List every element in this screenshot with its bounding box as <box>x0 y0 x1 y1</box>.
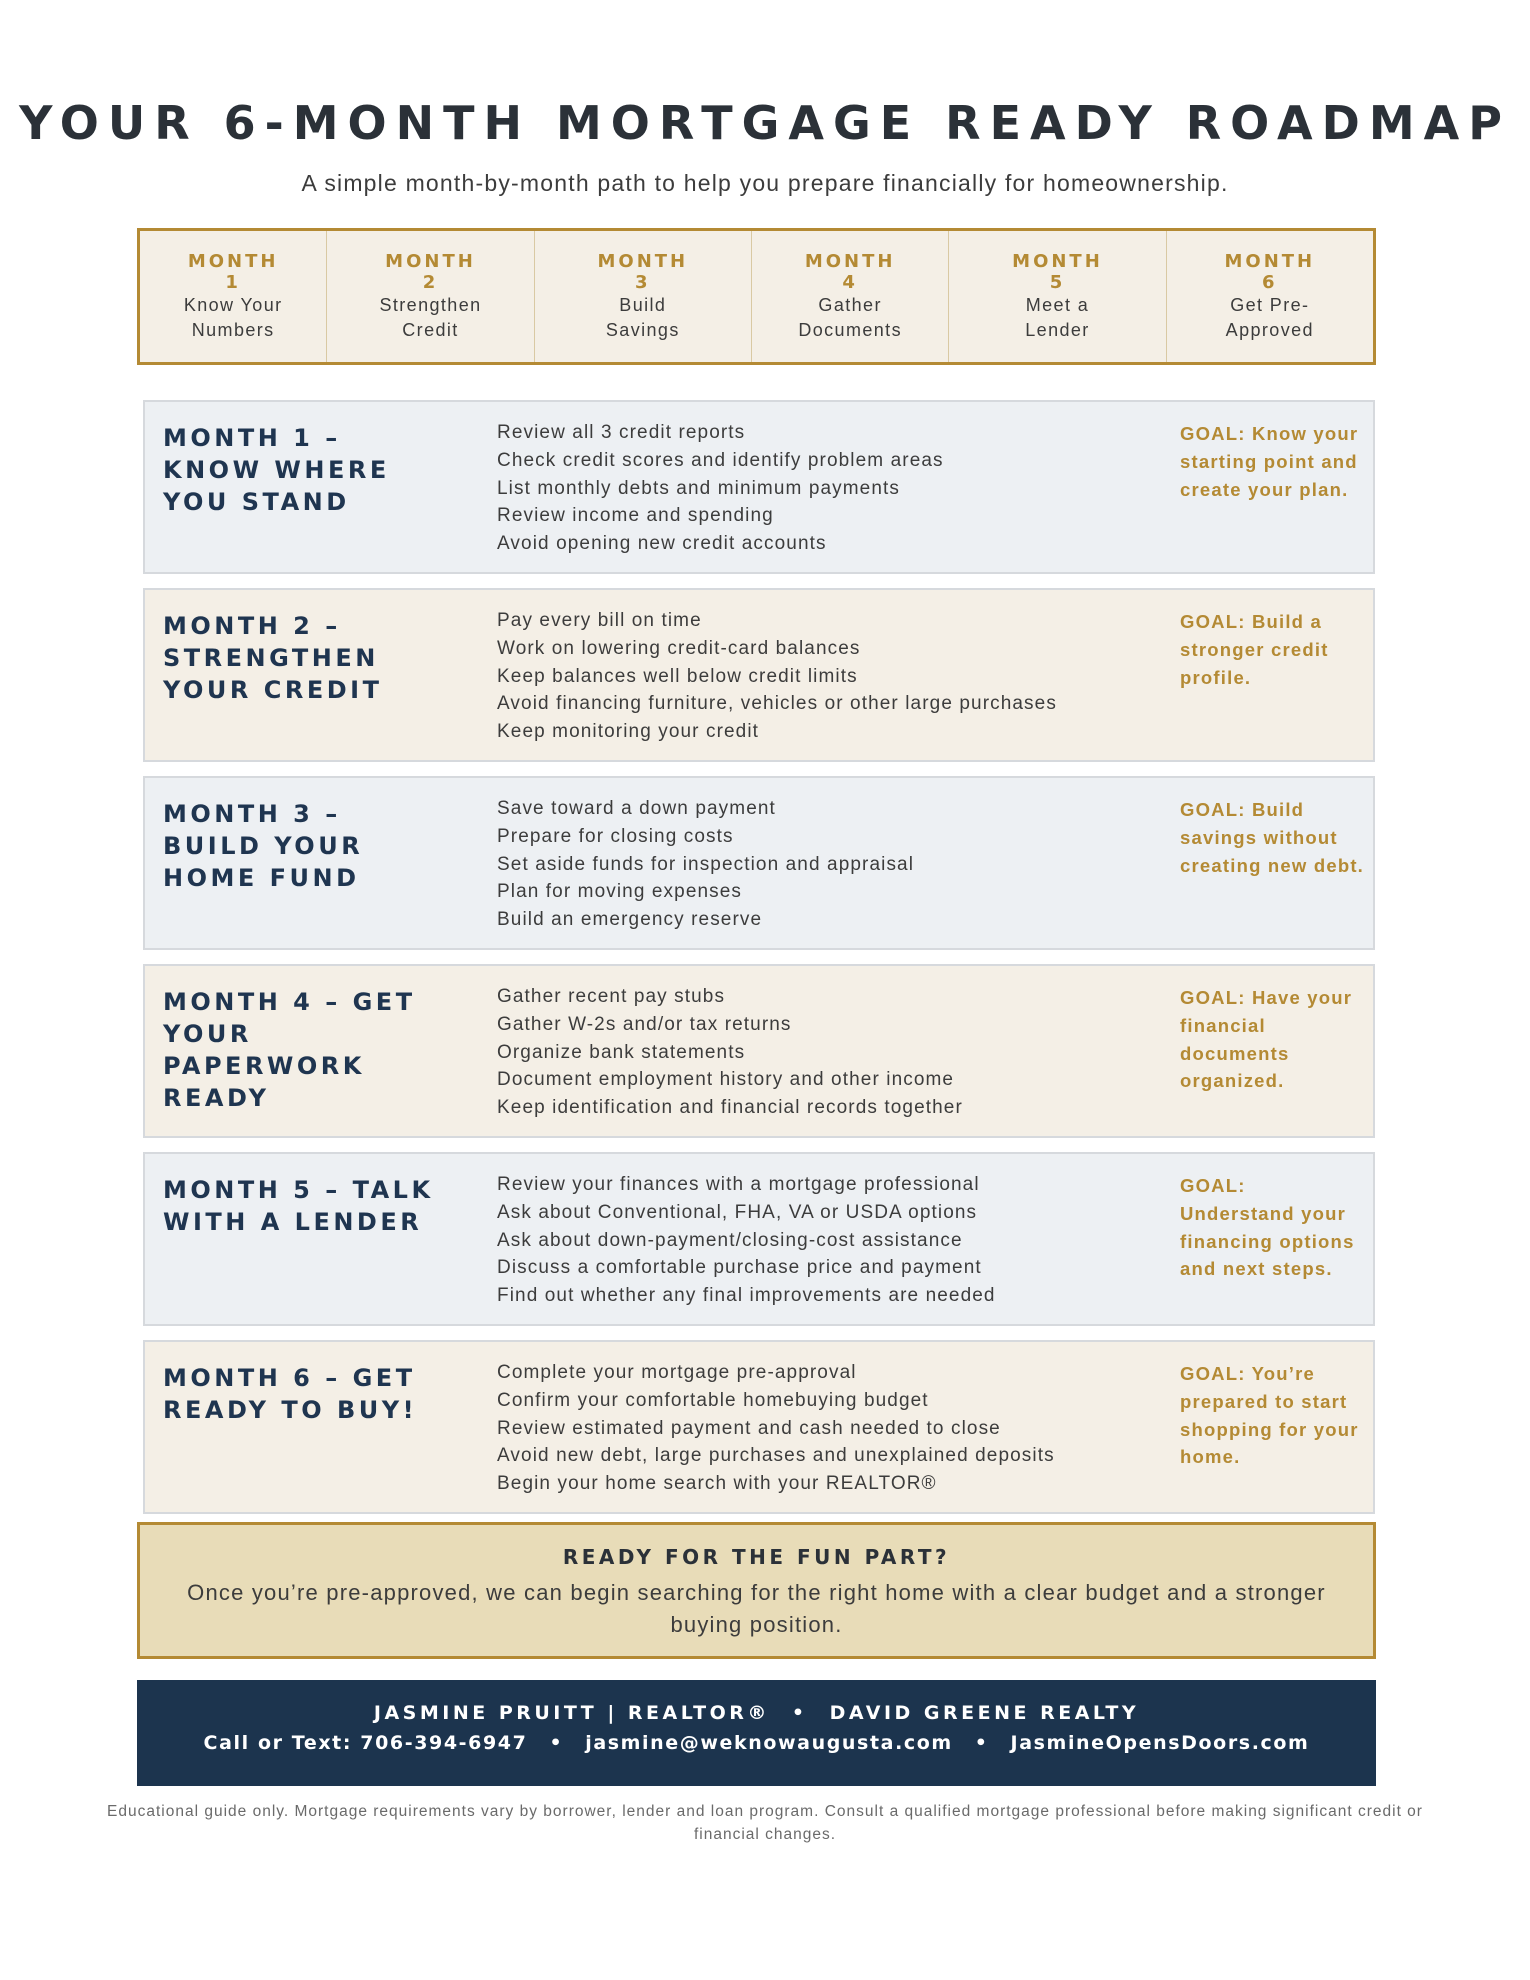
timeline-month-label: MONTH 3 <box>597 250 689 293</box>
task-list <box>497 1171 1117 1310</box>
month-card-title: MONTH 5 – TALK WITH A LENDER <box>163 1176 434 1236</box>
disclaimer: Educational guide only. Mortgage requirements vary by borrower, lender and loan program. Consult a qualified mortgage professional before making significant credit or financial changes. <box>107 1803 1423 1843</box>
task-item: Review your finances with a mortgage professional <box>497 1174 980 1195</box>
task-item: Review income and spending <box>497 505 774 527</box>
task-item: Confirm your comfortable homebuying budget <box>497 1389 929 1411</box>
website-link[interactable]: JasmineOpensDoors.com <box>1010 1732 1310 1754</box>
month-goal: GOAL: Build savings without creating new debt. <box>1180 799 1365 876</box>
task-item: Ask about Conventional, FHA, VA or USDA options <box>497 1201 978 1223</box>
task-item: Complete your mortgage pre-approval <box>497 1362 857 1383</box>
cta-body: Once you’re pre-approved, we can begin searching for the right home with a clear budget and a stronger buying position. <box>187 1580 1326 1637</box>
task-item: Gather W-2s and/or tax returns <box>497 1013 792 1035</box>
timeline-month-6 <box>1167 231 1373 362</box>
timeline-month-3 <box>535 231 752 362</box>
separator-dot: • <box>791 1702 808 1724</box>
task-item: Avoid new debt, large purchases and unexplained deposits <box>497 1445 1055 1467</box>
task-item: Save toward a down payment <box>497 798 776 819</box>
task-item: Begin your home search with your REALTOR® <box>497 1473 937 1495</box>
task-item: Check credit scores and identify problem areas <box>497 449 944 471</box>
cta-heading: READY FOR THE FUN PART? <box>562 1545 951 1569</box>
month-card-3 <box>143 776 1375 950</box>
task-list <box>497 983 1117 1122</box>
task-item: List monthly debts and minimum payments <box>497 477 900 499</box>
separator-dot: • <box>549 1732 564 1754</box>
timeline-step-label: Strengthen Credit <box>379 294 482 340</box>
page-subtitle: A simple month-by-month path to help you prepare financially for homeownership. <box>301 170 1229 196</box>
task-item: Work on lowering credit-card balances <box>497 637 861 659</box>
timeline-month-label: MONTH 2 <box>385 250 476 293</box>
page-title: YOUR 6-MONTH MORTGAGE READY ROADMAP <box>19 96 1511 150</box>
month-card-title: MONTH 1 – KNOW WHERE YOU STAND <box>163 424 390 516</box>
timeline-month-label: MONTH 6 <box>1224 250 1316 293</box>
task-item: Build an emergency reserve <box>497 909 763 931</box>
month-card-4 <box>143 964 1375 1138</box>
task-list <box>497 607 1117 746</box>
timeline-month-label: MONTH 1 <box>187 250 279 293</box>
month-card-title: MONTH 3 – BUILD YOUR HOME FUND <box>163 800 364 892</box>
cta-box <box>137 1522 1376 1659</box>
month-goal: GOAL: You’re prepared to start shopping for your home. <box>1180 1363 1359 1468</box>
month-goal: GOAL: Know your starting point and create your plan. <box>1180 423 1359 500</box>
task-item: Find out whether any final improvements are needed <box>497 1285 996 1307</box>
timeline-month-label: MONTH 5 <box>1012 250 1103 293</box>
month-goal: GOAL: Have your financial documents organized. <box>1180 987 1353 1092</box>
timeline-step-label: Meet a Lender <box>1025 294 1090 340</box>
task-item: Organize bank statements <box>497 1041 746 1063</box>
month-timeline <box>137 228 1376 365</box>
task-item: Gather recent pay stubs <box>497 986 726 1007</box>
timeline-step-label: Know Your Numbers <box>183 294 283 340</box>
month-card-title: MONTH 6 – GET READY TO BUY! <box>163 1364 418 1424</box>
month-card-1 <box>143 400 1375 574</box>
task-item: Pay every bill on time <box>497 610 702 631</box>
month-card-title: MONTH 4 – GET YOUR PAPERWORK READY <box>163 988 416 1112</box>
task-item: Review estimated payment and cash needed to close <box>497 1417 1001 1439</box>
task-item: Keep monitoring your credit <box>497 721 760 743</box>
contact-line <box>137 1732 1376 1754</box>
timeline-month-5 <box>949 231 1166 362</box>
contact-footer <box>137 1680 1376 1786</box>
month-card-2 <box>143 588 1375 762</box>
timeline-step-label: Get Pre-Approved <box>1225 294 1314 340</box>
timeline-step-label: Gather Documents <box>798 294 902 340</box>
brokerage-name: DAVID GREENE REALTY <box>829 1702 1140 1724</box>
task-item: Document employment history and other income <box>497 1069 955 1091</box>
timeline-month-label: MONTH 4 <box>804 250 896 293</box>
agent-line <box>137 1702 1376 1724</box>
task-item: Review all 3 credit reports <box>497 422 746 443</box>
phone-text: Call or Text: 706-394-6947 <box>203 1732 528 1754</box>
task-item: Discuss a comfortable purchase price and payment <box>497 1257 982 1279</box>
month-goal: GOAL: Build a stronger credit profile. <box>1180 611 1329 688</box>
month-goal: GOAL: Understand your financing options and next steps. <box>1180 1175 1355 1280</box>
task-item: Set aside funds for inspection and appraisal <box>497 853 915 875</box>
task-list <box>497 1359 1117 1498</box>
timeline-month-2 <box>327 231 534 362</box>
task-item: Prepare for closing costs <box>497 825 734 847</box>
task-list <box>497 795 1117 934</box>
month-card-title: MONTH 2 – STRENGTHEN YOUR CREDIT <box>163 612 383 704</box>
agent-name: JASMINE PRUITT | REALTOR® <box>373 1702 770 1724</box>
timeline-month-4 <box>752 231 949 362</box>
task-item: Ask about down-payment/closing-cost assistance <box>497 1229 963 1251</box>
task-list <box>497 419 1117 558</box>
task-item: Keep identification and financial records together <box>497 1097 963 1119</box>
task-item: Avoid financing furniture, vehicles or other large purchases <box>497 693 1057 715</box>
month-card-6 <box>143 1340 1375 1514</box>
task-item: Plan for moving expenses <box>497 881 743 903</box>
separator-dot: • <box>974 1732 989 1754</box>
task-item: Keep balances well below credit limits <box>497 665 858 687</box>
timeline-month-1 <box>140 231 327 362</box>
timeline-step-label: Build Savings <box>605 294 680 340</box>
email-link[interactable]: jasmine@weknowaugusta.com <box>585 1732 953 1754</box>
month-card-5 <box>143 1152 1375 1326</box>
task-item: Avoid opening new credit accounts <box>497 533 827 555</box>
